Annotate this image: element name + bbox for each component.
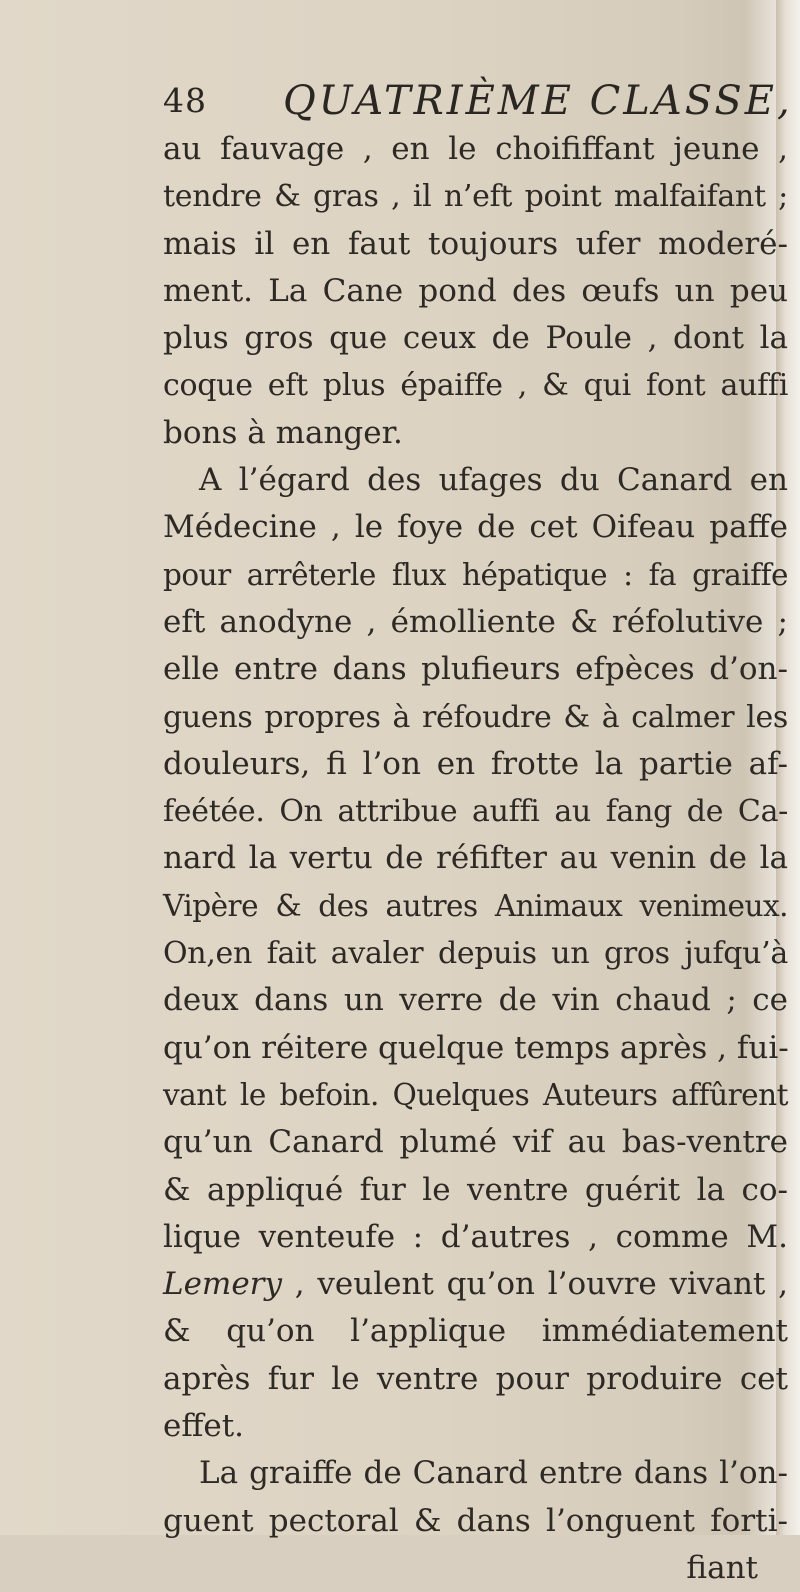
text-line: tendre & gras , il n’eft point malfaifant ;	[163, 179, 788, 215]
text-line: mais il en faut toujours ufer moderé-	[163, 225, 788, 262]
text-line: elle entre dans plufieurs efpèces d’on-	[163, 651, 788, 688]
text-line: plus gros que ceux de Poule , dont la	[163, 320, 788, 357]
text-line: au fauvage , en le choififfant jeune ,	[163, 131, 788, 167]
text-line: ment. La Cane pond des œufs un peu	[163, 272, 788, 309]
text-line: après fur le ventre pour produire cet	[163, 1360, 788, 1397]
text-line: feétée. On attribue auffi au fang de Ca-	[163, 794, 788, 830]
text-line: deux dans un verre de vin chaud ; ce	[163, 982, 788, 1019]
text-line	[163, 1261, 788, 1308]
text-line: A l’égard des ufages du Canard en	[199, 462, 788, 499]
text-line: coque eft plus épaiffe , & qui font auffi	[163, 368, 788, 404]
author-name: Lemery	[163, 1266, 283, 1303]
text-line: pour arrêterle flux hépatique : fa graiffe	[163, 557, 788, 592]
text-line: qu’un Canard plumé vif au bas-ventre	[163, 1124, 788, 1161]
text-line: douleurs, fi l’on en frotte la partie af-	[163, 745, 788, 782]
text-line: La graiffe de Canard entre dans l’on-	[199, 1455, 788, 1492]
catchword: fiant	[686, 1549, 758, 1586]
text-line: eft anodyne , émolliente & réfolutive ;	[163, 603, 788, 640]
body-text	[163, 126, 788, 1592]
text-line: qu’on réitere quelque temps après , fui-	[163, 1029, 789, 1066]
text-line: effet.	[163, 1408, 245, 1445]
text-line: vant le befoin. Quelques Auteurs affûrent	[163, 1077, 788, 1112]
text-line: Médecine , le foye de cet Oifeau paffe	[163, 509, 788, 546]
running-title: QUATRIÈME CLASSE,	[283, 78, 793, 124]
text-line-rest: , veulent qu’on l’ouvre vivant ,	[282, 1266, 788, 1303]
text-line: & qu’on l’applique immédiatement	[163, 1313, 788, 1350]
text-line: guent pectoral & dans l’onguent forti-	[163, 1502, 788, 1539]
text-line: nard la vertu de réfifter au venin de la	[163, 840, 788, 877]
text-line: On,en fait avaler depuis un gros jufqu’à	[163, 936, 788, 972]
text-line: bons à manger.	[163, 414, 403, 451]
page-number: 48	[163, 81, 207, 120]
text-line: lique venteufe : d’autres , comme M.	[163, 1218, 788, 1255]
text-line: guens propres à réfoudre & à calmer les	[163, 699, 788, 735]
text-line: & appliqué fur le ventre guérit la co-	[163, 1171, 788, 1208]
page-header	[163, 76, 793, 126]
text-line: Vipère & des autres Animaux venimeux.	[163, 888, 788, 923]
